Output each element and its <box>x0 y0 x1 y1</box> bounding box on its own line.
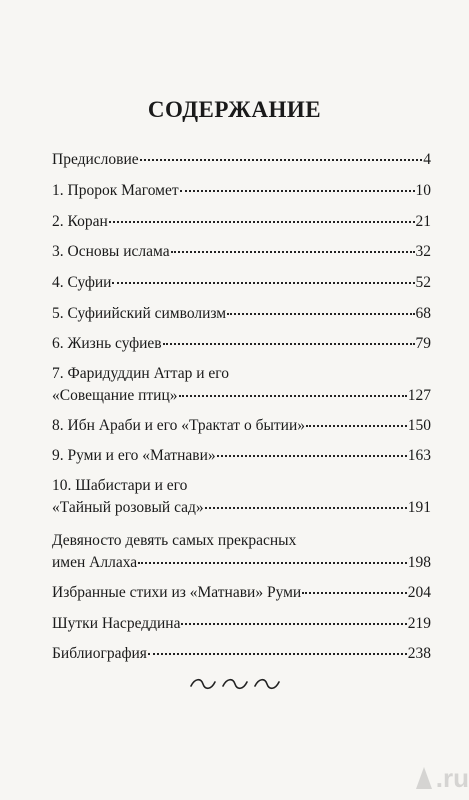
dot-leader <box>179 395 407 397</box>
toc-page-number: 163 <box>407 447 431 464</box>
watermark-text: .ru <box>435 763 469 793</box>
toc-entry[interactable] <box>52 242 431 262</box>
page-title: СОДЕРЖАНИЕ <box>147 97 322 122</box>
toc-entry-label: 2. Коран <box>52 213 108 230</box>
toc-entry[interactable] <box>52 644 431 664</box>
dot-leader <box>171 251 415 253</box>
dot-leader <box>302 592 407 594</box>
dot-leader <box>306 425 407 427</box>
dot-leader <box>163 343 415 345</box>
toc-page-number: 79 <box>415 335 431 352</box>
toc-entry-label: 1. Пророк Магомет <box>52 182 179 199</box>
toc-entry-label: 3. Основы ислама <box>52 243 170 260</box>
toc-entry[interactable] <box>52 334 431 354</box>
toc-entry-label: «Совещание птиц» <box>52 387 178 404</box>
toc-page-number: 127 <box>407 387 431 404</box>
toc-entry-label: 8. Ибн Араби и его «Трактат о бытии» <box>52 417 305 434</box>
toc-page-number: 204 <box>407 584 431 601</box>
toc-page-number: 68 <box>415 305 431 322</box>
toc-entry[interactable] <box>52 212 431 232</box>
toc-entry-first-line: 10. Шабистари и его <box>52 477 188 494</box>
toc-entry-label: 9. Руми и его «Матнави» <box>52 447 216 464</box>
toc-entry[interactable] <box>52 446 431 466</box>
dot-leader <box>217 455 407 457</box>
toc-entry[interactable] <box>52 181 431 201</box>
toc-entry[interactable] <box>52 531 431 573</box>
dot-leader <box>138 562 407 564</box>
toc-entry-first-line: Девяносто девять самых прекрасных <box>52 532 297 549</box>
toc-page-number: 10 <box>415 182 431 199</box>
toc-entry[interactable] <box>52 364 431 406</box>
toc-entry-label: 6. Жизнь суфиев <box>52 335 162 352</box>
decorative-ornament <box>0 676 469 697</box>
toc-page-number: 4 <box>423 151 431 168</box>
dot-leader <box>181 623 406 625</box>
toc-page-number: 198 <box>407 554 431 571</box>
swirl-ornament-icon <box>185 676 285 692</box>
toc-entry-label: Библиография <box>52 645 147 662</box>
dot-leader <box>140 159 423 161</box>
toc-entry-label: имен Аллаха <box>52 554 138 571</box>
toc-page-number: 238 <box>407 645 431 662</box>
toc-entry-label: «Тайный розовый сад» <box>52 499 204 516</box>
toc-entry[interactable] <box>52 476 431 518</box>
dot-leader <box>227 313 414 315</box>
toc-entry-label: Шутки Насреддина <box>52 615 181 632</box>
toc-entry-label: 5. Суфиийский символизм <box>52 305 227 322</box>
toc-entry[interactable] <box>52 150 431 170</box>
toc-entry-label: 4. Суфии <box>52 274 112 291</box>
book-logo-icon <box>414 765 434 791</box>
dot-leader <box>180 190 415 192</box>
toc-page-number: 32 <box>415 243 431 260</box>
toc-entry[interactable] <box>52 583 431 603</box>
toc-page-number: 191 <box>407 499 431 516</box>
toc-entry[interactable] <box>52 614 431 634</box>
dot-leader <box>205 507 407 509</box>
toc-entry[interactable] <box>52 416 431 436</box>
toc-entry-label: Предисловие <box>52 151 139 168</box>
toc-entry-first-line: 7. Фаридуддин Аттар и его <box>52 365 230 382</box>
dot-leader <box>109 221 415 223</box>
toc-page-number: 52 <box>415 274 431 291</box>
toc-page-number: 219 <box>407 615 431 632</box>
toc-entry[interactable] <box>52 304 431 324</box>
toc-page-number: 21 <box>415 213 431 230</box>
dot-leader <box>148 653 407 655</box>
toc-page-number: 150 <box>407 417 431 434</box>
toc-entry-label: Избранные стихи из «Матнави» Руми <box>52 584 302 601</box>
toc-entry[interactable] <box>52 273 431 293</box>
dot-leader <box>112 282 414 284</box>
watermark <box>414 763 469 794</box>
